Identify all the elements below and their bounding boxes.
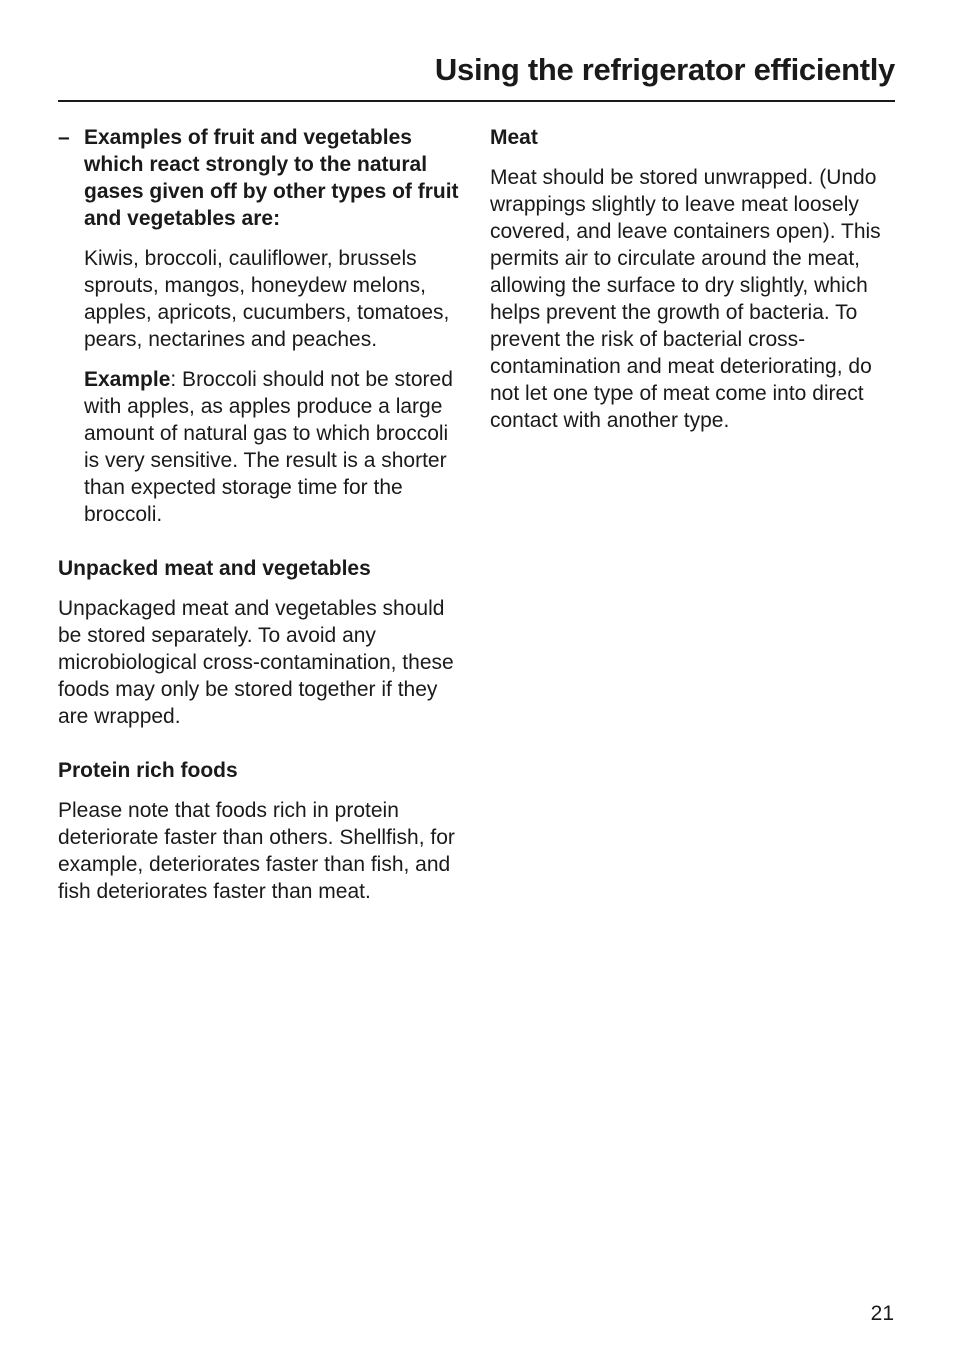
page-number: 21	[870, 1302, 894, 1325]
produce-list-paragraph: Kiwis, broccoli, cauliflower, brussels sprouts, mangos, honeydew melons, apples, apricots, cucumbers, tomatoes, pears, nectarines and peaches.	[84, 247, 450, 351]
page-title: Using the refrigerator efficiently	[434, 52, 895, 87]
meat-body: Meat should be stored unwrapped. (Undo wrappings slightly to leave meat loosely covered, and leave containers open). This permits air to circulate around the meat, allowing the surface to dry slightly, which helps prevent the growth of bacteria. To prevent the risk of bacterial cross-contamination and meat deteriorating, do not let one type of meat come into direct contact with another type.	[490, 166, 881, 432]
page-header	[58, 50, 895, 102]
dash-item-heading: Examples of fruit and vegetables which react strongly to the natural gases given off by other types of fruit and vegetables are:	[84, 126, 459, 230]
dash-bullet: –	[58, 126, 70, 149]
left-column	[58, 124, 466, 905]
meat-heading: Meat	[490, 126, 538, 149]
unpacked-meat-body: Unpackaged meat and vegetables should be stored separately. To avoid any microbiological cross-contamination, these foods may only be stored together if they are wrapped.	[58, 597, 454, 728]
example-paragraph	[84, 366, 466, 528]
example-text: : Broccoli should not be stored with apples, as apples produce a large amount of natural gas to which broccoli is very sensitive. The result is a shorter than expected storage time for the broccoli.	[84, 368, 453, 526]
example-label: Example	[84, 368, 171, 391]
protein-foods-body: Please note that foods rich in protein deteriorate faster than others. Shellfish, for example, deteriorates faster than fish, and fish deteriorates faster than meat.	[58, 799, 455, 903]
protein-foods-heading: Protein rich foods	[58, 759, 238, 782]
dash-list-item	[58, 124, 466, 528]
unpacked-meat-heading: Unpacked meat and vegetables	[58, 557, 371, 580]
right-column	[490, 124, 895, 434]
